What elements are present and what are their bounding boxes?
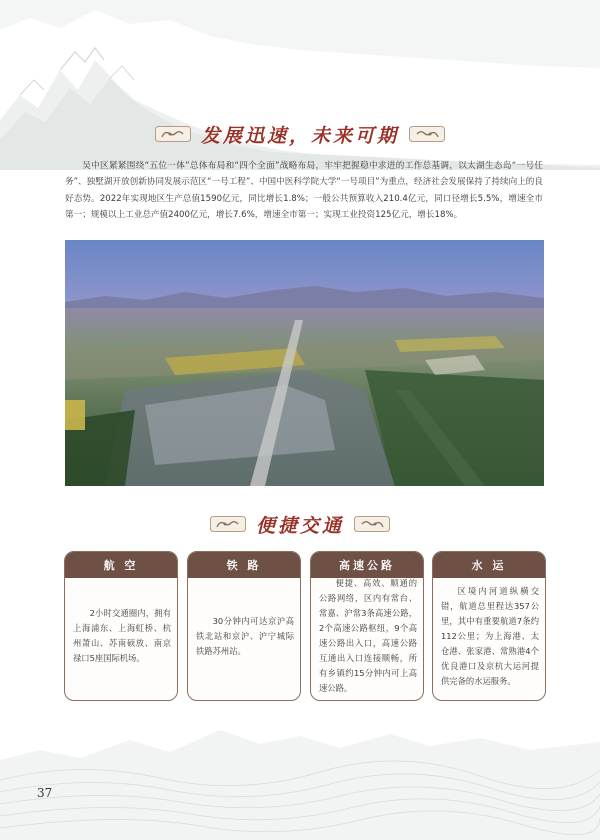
card-text: 区境内河道纵横交错，航道总里程达357公里，其中有重要航道7条约112公里；为上海港、太仓港、张家港、常熟港4个优良港口及京杭大运河提供完备的水运服务。: [441, 585, 539, 686]
section-title-transport: 便捷交通: [255, 514, 344, 537]
card-text: 便捷、高效、顺通的公路网络，区内有常台、常嘉、沪常3条高速公路，2个高速公路枢纽，9个高速公路出入口，高速公路互通出入口连接顺畅，所有乡镇约15分钟内可上高速公路。: [319, 578, 417, 693]
section-title-development: 发展迅速，未来可期: [200, 124, 399, 147]
card-heading: 高速公路: [311, 552, 423, 578]
transport-cards: [64, 551, 546, 701]
card-heading: 航 空: [65, 552, 177, 578]
cloud-ornament-icon: [354, 516, 390, 532]
card-text: 2小时交通圈内，拥有上海浦东、上海虹桥、杭州萧山、苏南硕放、南京禄口5座国际机场。: [73, 608, 171, 663]
card-aviation: [64, 551, 178, 701]
section-heading-transport: [0, 511, 600, 537]
card-waterway: [432, 551, 546, 701]
cloud-ornament-icon: [409, 126, 445, 142]
card-highway: [310, 551, 424, 701]
mountain-decoration-bottom: [0, 700, 600, 840]
cloud-ornament-icon: [210, 516, 246, 532]
development-paragraph: 吴中区紧紧围绕“五位一体”总体布局和“四个全面”战略布局，牢牢把握稳中求进的工作总基调，以太湖生态岛“一号任务”、独墅湖开放创新协同发展示范区“一号工程”、中国中医科学院大学“一号项目”为重点，经济社会发展保持了持续向上的良好态势。2022年实现地区生产总值1590亿元，同比增长1.8%；一般公共预算收入210.4亿元，同口径增长5.5%，增速全市第一；规模以上工业总产值2400亿元，增长7.6%，增速全市第一；实现工业投资125亿元，增长18%。: [65, 161, 543, 221]
page-number: 37: [37, 786, 53, 800]
card-heading: 水 运: [433, 552, 545, 578]
cloud-ornament-icon: [155, 126, 191, 142]
section-heading-development: [0, 121, 600, 147]
aerial-town-photo: [65, 240, 544, 486]
card-text: 30分钟内可达京沪高铁北站和京沪、沪宁城际铁路苏州站。: [196, 615, 294, 656]
card-railway: [187, 551, 301, 701]
card-heading: 铁 路: [188, 552, 300, 578]
